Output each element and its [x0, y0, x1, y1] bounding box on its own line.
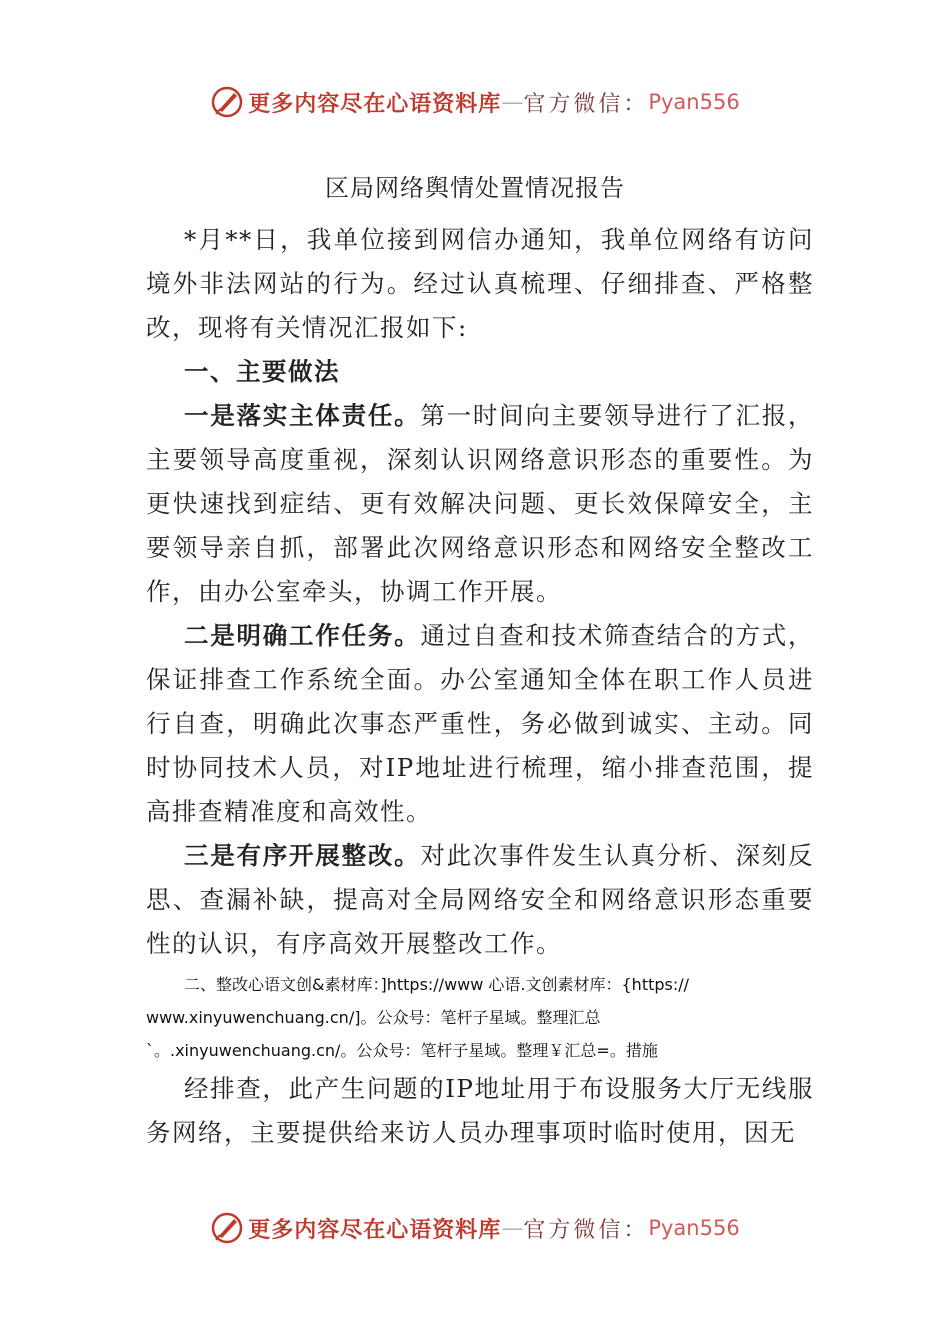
pen-logo-icon: [210, 1211, 244, 1245]
watermark-banner-bottom: [0, 1208, 950, 1248]
item-lead: 二是明确工作任务。: [184, 621, 421, 650]
item-paragraph: [146, 834, 814, 966]
section2-heading-line: 二、整改心语文创&素材库：]https://www 心语.文创素材库：{https://: [184, 975, 690, 994]
watermark-banner-top: [0, 82, 950, 122]
section2-heading-line: `。.xinyuwenchuang.cn/。公众号：笔杆子星域。整理￥汇总=。措施: [146, 1041, 658, 1060]
pen-logo-icon: [210, 85, 244, 119]
section1-heading: 一、主要做法: [184, 357, 340, 386]
item-paragraph: [146, 394, 814, 614]
section2-paragraph: 经排查，此产生问题的IP地址用于布设服务大厅无线服务网络，主要提供给来访人员办理事项时临时使用，因无: [146, 1074, 814, 1147]
banner-official: 官方微信：: [523, 1217, 649, 1243]
banner-dash: —: [501, 89, 524, 115]
banner-official: 官方微信：: [523, 91, 649, 117]
document-body: [146, 218, 814, 1155]
banner-wechat-id: Pyan556: [648, 90, 740, 114]
banner-wechat-id: Pyan556: [648, 1216, 740, 1240]
banner-dash: —: [501, 1215, 524, 1241]
item-text: 通过自查和技术筛查结合的方式，保证排查工作系统全面。办公室通知全体在职工作人员进行自查，明确此次事态严重性，务必做到诚实、主动。同时协同技术人员，对IP地址进行梳理，缩小排查范围，提高排查精准度和高效性。: [146, 621, 815, 826]
intro-paragraph: *月**日，我单位接到网信办通知，我单位网络有访问境外非法网站的行为。经过认真梳理、仔细排查、严格整改，现将有关情况汇报如下:: [146, 225, 814, 342]
page-title: 区局网络舆情处置情况报告: [325, 174, 625, 202]
banner-text: 更多内容尽在心语资料库: [248, 1216, 502, 1243]
item-lead: 三是有序开展整改。: [184, 841, 421, 870]
item-text: 对此次事件发生认真分析、深刻反思、查漏补缺，提高对全局网络安全和网络意识形态重要性的认识，有序高效开展整改工作。: [146, 841, 815, 958]
section2-heading-line: www.xinyuwenchuang.cn/]。公众号：笔杆子星域。整理汇总: [146, 1008, 601, 1027]
banner-text: 更多内容尽在心语资料库: [248, 90, 502, 117]
item-paragraph: [146, 614, 814, 834]
item-text: 第一时间向主要领导进行了汇报，主要领导高度重视，深刻认识网络意识形态的重要性。为更快速找到症结、更有效解决问题、更长效保障安全，主要领导亲自抓，部署此次网络意识形态和网络安全整改工作，由办公室牵头，协调工作开展。: [146, 401, 815, 606]
item-lead: 一是落实主体责任。: [184, 401, 421, 430]
